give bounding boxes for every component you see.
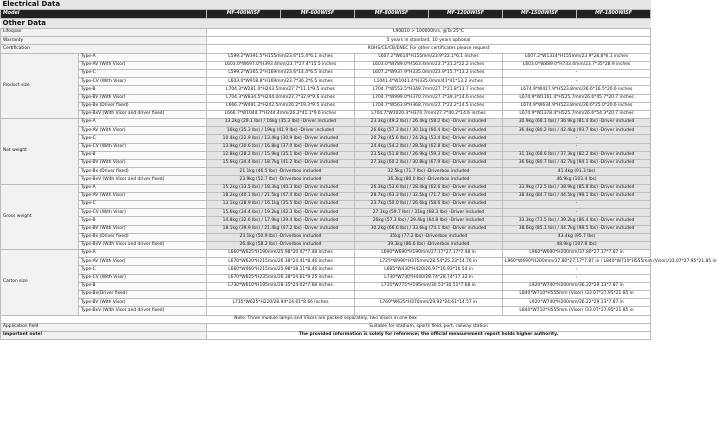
spec-value-cell: 26.6kg (57.3 lbs) / 30.1kg (66.4 lbs) -Driver included [355, 127, 503, 135]
gross-weight-row [1, 241, 651, 249]
spec-value-cell: L704.7*W553.5*H348.7mm/27.7*21.8*13.7 inches [355, 86, 503, 94]
product-size-row [1, 61, 651, 69]
application-row [1, 323, 651, 331]
type-label: Type-CV (With Visor) [79, 143, 207, 151]
type-label: Type-CV (With Visor) [79, 274, 207, 282]
warranty-label: Warranty [1, 37, 207, 45]
type-label: Type-A [79, 184, 207, 192]
spec-value-cell: L607.2*W614*H155mm/23.9*22.1*6.1 inches [355, 53, 503, 61]
spec-value-cell: L603.0*W789.0*H563.4mm/23.7*31.2*22.2 inches [355, 61, 503, 69]
lifespan-value: L90B10 > 100000hrs, @Ta 25°C [207, 29, 651, 37]
spec-value-cell: L704.7*W563.8*H368.7mm/27.7*22.2*14.5 inches [355, 102, 503, 110]
spec-value-cell: L599.2*W365.2*H169mm/23.6*14.4*6.5 inches [207, 69, 355, 77]
type-label: Type-C [79, 200, 207, 208]
spec-value-cell: 36.6kg (80.7 lbs) / 42.7kg (94.1 lbs) -Driver included [503, 160, 651, 168]
carton-size-row [1, 299, 651, 307]
spec-value-cell: 33.3kg (73.5 lbs) / 39.2kg (86.4 lbs) -Driver included [503, 217, 651, 225]
spec-value-cell: 16kg (35.3 lbs) / 19kg (41.9 lbs) -Driver included [207, 127, 355, 135]
type-label: Type-BV (With Visor) [79, 225, 207, 233]
type-label: Type-Bx(Driver fixed) [79, 291, 207, 299]
lifespan-label: Lifespan [1, 29, 207, 37]
net-weight-row [1, 168, 651, 176]
carton-note: Note: Three module lamps and Visors are packed separately, two Visors in one box [1, 315, 651, 323]
certification-row [1, 45, 651, 53]
spec-value-cell: L735*W775*H195mm/30.51*30.51*7.68 in [355, 282, 503, 290]
type-label: Type-C [79, 69, 207, 77]
spec-value-cell [207, 291, 355, 299]
type-label: Type-B [79, 282, 207, 290]
net-weight-row [1, 143, 651, 151]
spec-value-cell: 24.4kg (54.2 lbs) / 28.5kg (62.8 lbs) -Driver included [355, 143, 503, 151]
spec-value-cell: 15.2kg (33.5 lbs) / 18.3kg (40.3 lbs) -Driver included [207, 184, 355, 192]
spec-value-cell: L674.9*W1161.4*H525.7mm/26.6*45.7*20.7 inches [503, 94, 651, 102]
model-name: MF-600WISF [281, 10, 355, 19]
application-value: Suitable for stadium, sports field, port, railway station [207, 323, 651, 331]
spec-value-cell: 23.1kg (50.9 lbs) -Driverbox included [207, 233, 355, 241]
carton-size-row [1, 258, 651, 266]
product-size-row [1, 94, 651, 102]
type-label: Type-C [79, 266, 207, 274]
spec-value-cell: L920*W740*H200mm/36.22*29.13*7.87 in [503, 299, 651, 307]
spec-value-cell: L760*W625*H370mm/29.92*24.61*14.57 in [355, 299, 503, 307]
spec-value-cell: L674.9*W634.9*H523.8mm/26.6*25.0*20.6 inches [503, 102, 651, 110]
spec-value-cell: 13.9kg (30.6 lbs) / 16.8kg (37.0 lbs) -Driver included [207, 143, 355, 151]
section-electrical-data: Electrical Data [1, 0, 651, 10]
spec-value-cell: 15.6kg (34.4 lbs) / 18.7kg (41.2 lbs) -Driver included [207, 160, 355, 168]
spec-value-cell: 15.6kg (34.4 lbs) / 19.2kg (42.3 lbs) -Driver included [207, 209, 355, 217]
carton-size-row [1, 274, 651, 282]
net-weight-row [1, 160, 651, 168]
gross-weight-row [1, 233, 651, 241]
carton-size-row [1, 282, 651, 290]
type-label: Type-A [79, 250, 207, 258]
carton-size-row [1, 266, 651, 274]
spec-value-cell: - [503, 209, 651, 217]
certification-value: ROHS/CE/CB/ENEC For other certificates please request [207, 45, 651, 53]
spec-value-cell: 23.5kg (51.8 lbs) / 26.9kg (59.3 lbs) -Driver included [355, 151, 503, 159]
model-name: MF-1800WISF [577, 10, 651, 19]
type-label: Type-Bx (Driver fixed) [79, 233, 207, 241]
important-value: The provided information is solely for reference; the official measurement report holds higher authority. [207, 331, 651, 339]
type-label: Type-BxV (With Visor and driver fixed) [79, 110, 207, 118]
spec-value-cell: 12.8kg (28.2 lbs) / 15.9kg (35.1 lbs) -Driver included [207, 151, 355, 159]
spec-value-cell: L730*W730*H440/28.74*28.74*17.32 in [355, 274, 503, 282]
type-label: Type-B [79, 217, 207, 225]
spec-value-cell: - [503, 135, 651, 143]
spec-value-cell: - [503, 143, 651, 151]
type-label: Type-BxV (With Visor and driver fixed) [79, 241, 207, 249]
type-label: Type-B [79, 86, 207, 94]
spec-value-cell: - [503, 69, 651, 77]
gross-weight-row [1, 192, 651, 200]
spec-value-cell: L660*W460*H215mm/25.98*18.11*8.46 inches [207, 266, 355, 274]
spec-value-cell: 26.4kg (58.2 lbs) -Driverbox included [207, 241, 355, 249]
type-label: Type-AV (With Visor) [79, 258, 207, 266]
spec-value-cell: 10.4kg (22.9 lbs) / 13.4kg (30.9 lbs) -Driver included [207, 135, 355, 143]
product-size-row [1, 53, 651, 61]
important-label: Important note! [1, 331, 207, 339]
type-label: Type-BxV (With Visor and driver fixed) [79, 176, 207, 184]
product-size-label: Product size [1, 53, 79, 119]
type-label: Type-BxV (With Visor and driver fixed) [79, 307, 207, 315]
model-label: Model [1, 10, 207, 19]
carton-size-row [1, 291, 651, 299]
spec-value-cell: L660*W625*H190mm/25.98*20.47*7.48 inches [207, 250, 355, 258]
spec-value-cell: L704.3*W281.0*H243.5mm/27.7*11.1*9.5 inches [207, 86, 355, 94]
type-label: Type-CV (With Visor) [79, 78, 207, 86]
gross-weight-label: Gross weight [1, 184, 79, 250]
net-weight-row [1, 119, 651, 127]
spec-value-cell: L840*W710*H555mm (Visor) /33.07*27.95*21.85 in [503, 291, 651, 299]
model-header-row [1, 10, 651, 19]
type-label: Type-AV (With Visor) [79, 61, 207, 69]
product-size-row [1, 110, 651, 118]
spec-value-cell: 23.7kg (50.0 lbs) / 26.6kg (58.6 lbs) -Driver included [355, 200, 503, 208]
spec-value-cell: 33.9kg (72.5 lbs) / 38.9kg (85.8 lbs) -Driver included [503, 184, 651, 192]
type-label: Type-BV (With Visor) [79, 160, 207, 168]
spec-value-cell: 13.1kg (28.9 lbs) / 16.1kg (35.5 lbs) -Driver included [207, 200, 355, 208]
important-note-row [1, 331, 651, 339]
type-label: Type-C [79, 135, 207, 143]
spec-value-cell: 38.6kg (85.1 lbs) / 44.7kg (98.5 lbs) -Driver included [503, 225, 651, 233]
spec-value-cell [355, 291, 503, 299]
spec-value-cell: L666.7*W491.2*H242.5mm/26.2*19.3*9.5 inches [207, 102, 355, 110]
carton-note-row [1, 315, 651, 323]
spec-value-cell: L1041.4*W1041.4*H335.0mm/41*41*13.2 inches [355, 78, 503, 86]
warranty-value: 5 years in standard, 10 years optional [207, 37, 651, 45]
spec-value-cell [355, 307, 503, 315]
spec-value-cell: 27.1kg (59.7 lbs) / 31kg (68.3 lbs) -Driver included [355, 209, 503, 217]
net-weight-row [1, 135, 651, 143]
spec-value-cell: L685*W430*H420/26.97*16.93*16.54 in [355, 266, 503, 274]
spec-value-cell: - [503, 274, 651, 282]
application-label: Application field [1, 323, 207, 331]
type-label: Type-CV (With Visor) [79, 209, 207, 217]
carton-size-label: Carton size [1, 250, 79, 316]
spec-value-cell: L603.0*W697.0*H393.4mm/23.7*27.4*15.5 inches [207, 61, 355, 69]
product-size-row [1, 86, 651, 94]
model-name: MF-1500WISF [503, 10, 577, 19]
spec-value-cell: L607.2*W1314*H155mm/23.9*28.8*6.1 inches [503, 53, 651, 61]
product-size-row [1, 78, 651, 86]
spec-value-cell: 23.9kg (52.7 lbs) -Driverbox included [207, 176, 355, 184]
spec-value-cell: 41.4kg (91.3 lbs) [503, 168, 651, 176]
spec-value-cell: L920*W740*H200mm/36.22*29.13*7.87 in [503, 282, 651, 290]
spec-value-cell: 13.2kg (29.1 lbs) / 16kg (35.3 lbs) -Driver included [207, 119, 355, 127]
spec-value-cell: - [503, 266, 651, 274]
gross-weight-row [1, 217, 651, 225]
spec-value-cell [207, 307, 355, 315]
spec-value-cell: 38.4kg (84.7 lbs) / 44.5kg (98.1 lbs) -Driver included [503, 192, 651, 200]
spec-value-cell: L725*W990*H375mm/28.54*25.23*14.76 in [355, 258, 503, 266]
spec-value-cell: L960*W690*H200mm/37.80*27.17*7.87 in [503, 250, 651, 258]
spec-value-cell: 32.5kg (71.7 lbs) -Driverbox included [355, 168, 503, 176]
spec-value-cell: L603.0*W889.0*H733.4mm/23.7*35*28.9 inches [503, 61, 651, 69]
spec-value-cell: L735*W625*H220/28.94*24.61*8.66 inches [207, 299, 355, 307]
lifespan-row [1, 29, 651, 37]
model-name: MF-800WISF [355, 10, 429, 19]
spec-value-cell: L599.2*W391.5*H155mm/23.6*15.4*6.1 inches [207, 53, 355, 61]
spec-value-cell: 43.4kg (95.7 lbs) [503, 233, 651, 241]
spec-value-cell: 36.3kg (80.0 lbs) -Driverbox included [355, 176, 503, 184]
carton-size-row [1, 250, 651, 258]
spec-value-cell: 27.3kg (60.2 lbs) / 30.8kg (67.9 lbs) -Driver included [355, 160, 503, 168]
spec-value-cell: 30.2kg (66.6 lbs) / 33.6kg (74.1 lbs) -Driver included [355, 225, 503, 233]
spec-value-cell: 31.1kg (68.6 lbs) / 37.3kg (82.2 lbs) -Driver included [503, 151, 651, 159]
gross-weight-row [1, 225, 651, 233]
spec-value-cell: L704.3*W834.5*H244.4mm/27.7*32.9*9.6 inches [207, 94, 355, 102]
spec-value-cell: L704.7*W999.0*H370.7mm/27.7*39.3*14.6 inches [355, 94, 503, 102]
spec-value-cell: 35kg (77.2 lbs) -Driverbox included [355, 233, 503, 241]
spec-value-cell: L666.7*W1044.7*H244.4mm/26.2*41.1*9.6 inches [207, 110, 355, 118]
type-label: Type-BV (With Visor) [79, 299, 207, 307]
net-weight-row [1, 151, 651, 159]
type-label: Type-AV (With Visor) [79, 127, 207, 135]
spec-value-cell: L603.0*W918.8*H169mm/23.7*36.2*6.5 inches [207, 78, 355, 86]
spec-value-cell: 46.9kg (103.4 lbs) [503, 176, 651, 184]
spec-value-cell: L670*W625*H235mm/26.38*24.61*9.25 inches [207, 274, 355, 282]
spec-value-cell: L670*W620*H215mm/26.38*24.41*8.46 inches [207, 258, 355, 266]
spec-value-cell: 28.7kg (63.3 lbs) / 32.5kg (71.7 lbs) -Driver included [355, 192, 503, 200]
type-label: Type-BV (With Visor) [79, 94, 207, 102]
spec-value-cell: L840*W710*H555mm (Visor) /33.07*27.95*21.85 in [503, 307, 651, 315]
net-weight-row [1, 176, 651, 184]
section-other-data: Other Data [1, 19, 651, 29]
spec-value-cell: 36.4kg (80.2 lbs) / 42.4kg (93.7 lbs) -Driver included [503, 127, 651, 135]
spec-value-cell: - [503, 78, 651, 86]
spec-value-cell: 20.7kg (45.6 lbs) / 24.2kg (53.4 lbs) -Driver included [355, 135, 503, 143]
spec-value-cell: L690*W690*H190mm/27.17*27.17*7.48 in [355, 250, 503, 258]
net-weight-label: Net weight [1, 119, 79, 185]
type-label: Type-AV (With Visor) [79, 192, 207, 200]
model-name: MF-400WISF [207, 10, 281, 19]
gross-weight-row [1, 209, 651, 217]
type-label: Type-Bx (Driver fixed) [79, 168, 207, 176]
spec-value-cell: 39.3kg (86.6 lbs) -Driverbox included [355, 241, 503, 249]
warranty-row [1, 37, 651, 45]
spec-value-cell: 14.8kg (32.6 lbs) / 17.9kg (39.4 lbs) -Driver included [207, 217, 355, 225]
spec-value-cell: 18.2kg (40.1 lbs) / 21.5kg (47.4 lbs) -Driver included [207, 192, 355, 200]
type-label: Type-Bx (Driver fixed) [79, 102, 207, 110]
spec-value-cell: L674.9*W417.9*H523.8mm/26.6*16.5*20.6 inches [503, 86, 651, 94]
spec-value-cell: 30.9kg (68.1 lbs) / 36.9kg (81.4 lbs) -Driver included [503, 119, 651, 127]
type-label: Type-A [79, 53, 207, 61]
spec-value-cell: 18.1kg (39.9 lbs) / 21.4kg (47.2 lbs) -Driver included [207, 225, 355, 233]
model-name: MF-1200WISF [429, 10, 503, 19]
spec-value-cell: 23.3kg (49.2 lbs) / 26.4kg (58.2 lbs) -Driver included [355, 119, 503, 127]
net-weight-row [1, 127, 651, 135]
spec-value-cell: 48.9kg (107.8 lbs) [503, 241, 651, 249]
type-label: Type-B [79, 151, 207, 159]
type-label: Type-A [79, 119, 207, 127]
spec-value-cell: - [503, 200, 651, 208]
product-size-row [1, 69, 651, 77]
spec-value-cell: 26.3kg (53.6 lbs) / 28.4kg (62.6 lbs) -Driver included [355, 184, 503, 192]
spec-value-cell: L607.2*W937.9*H335.0mm/23.9*15.7*13.2 inches [355, 69, 503, 77]
spec-value-cell: L704.7*W1020.3*H370.7mm/27.7*40.2*14.6 inches [355, 110, 503, 118]
carton-size-row [1, 307, 651, 315]
spec-value-cell: L674.9*W1378.4*H525.7mm/26.6*54.3*20.7 inches [503, 110, 651, 118]
certification-label: Certification [1, 45, 207, 53]
spec-value-cell: L960*W690*H200mm/37.80*27.17*7.87 in / L840*W710*H555mm (Visor)/33.07*27.95*21.85 in [503, 258, 651, 266]
product-size-row [1, 102, 651, 110]
gross-weight-row [1, 184, 651, 192]
spec-value-cell: 26kg (57.3 lbs) / 29.4kg (64.8 lbs) -Driver included [355, 217, 503, 225]
gross-weight-row [1, 200, 651, 208]
spec-value-cell: L730*W610*H195mm/28.35*24.02*7.68 inches [207, 282, 355, 290]
spec-value-cell: 21.1kg (46.5 lbs) -Driverbox included [207, 168, 355, 176]
